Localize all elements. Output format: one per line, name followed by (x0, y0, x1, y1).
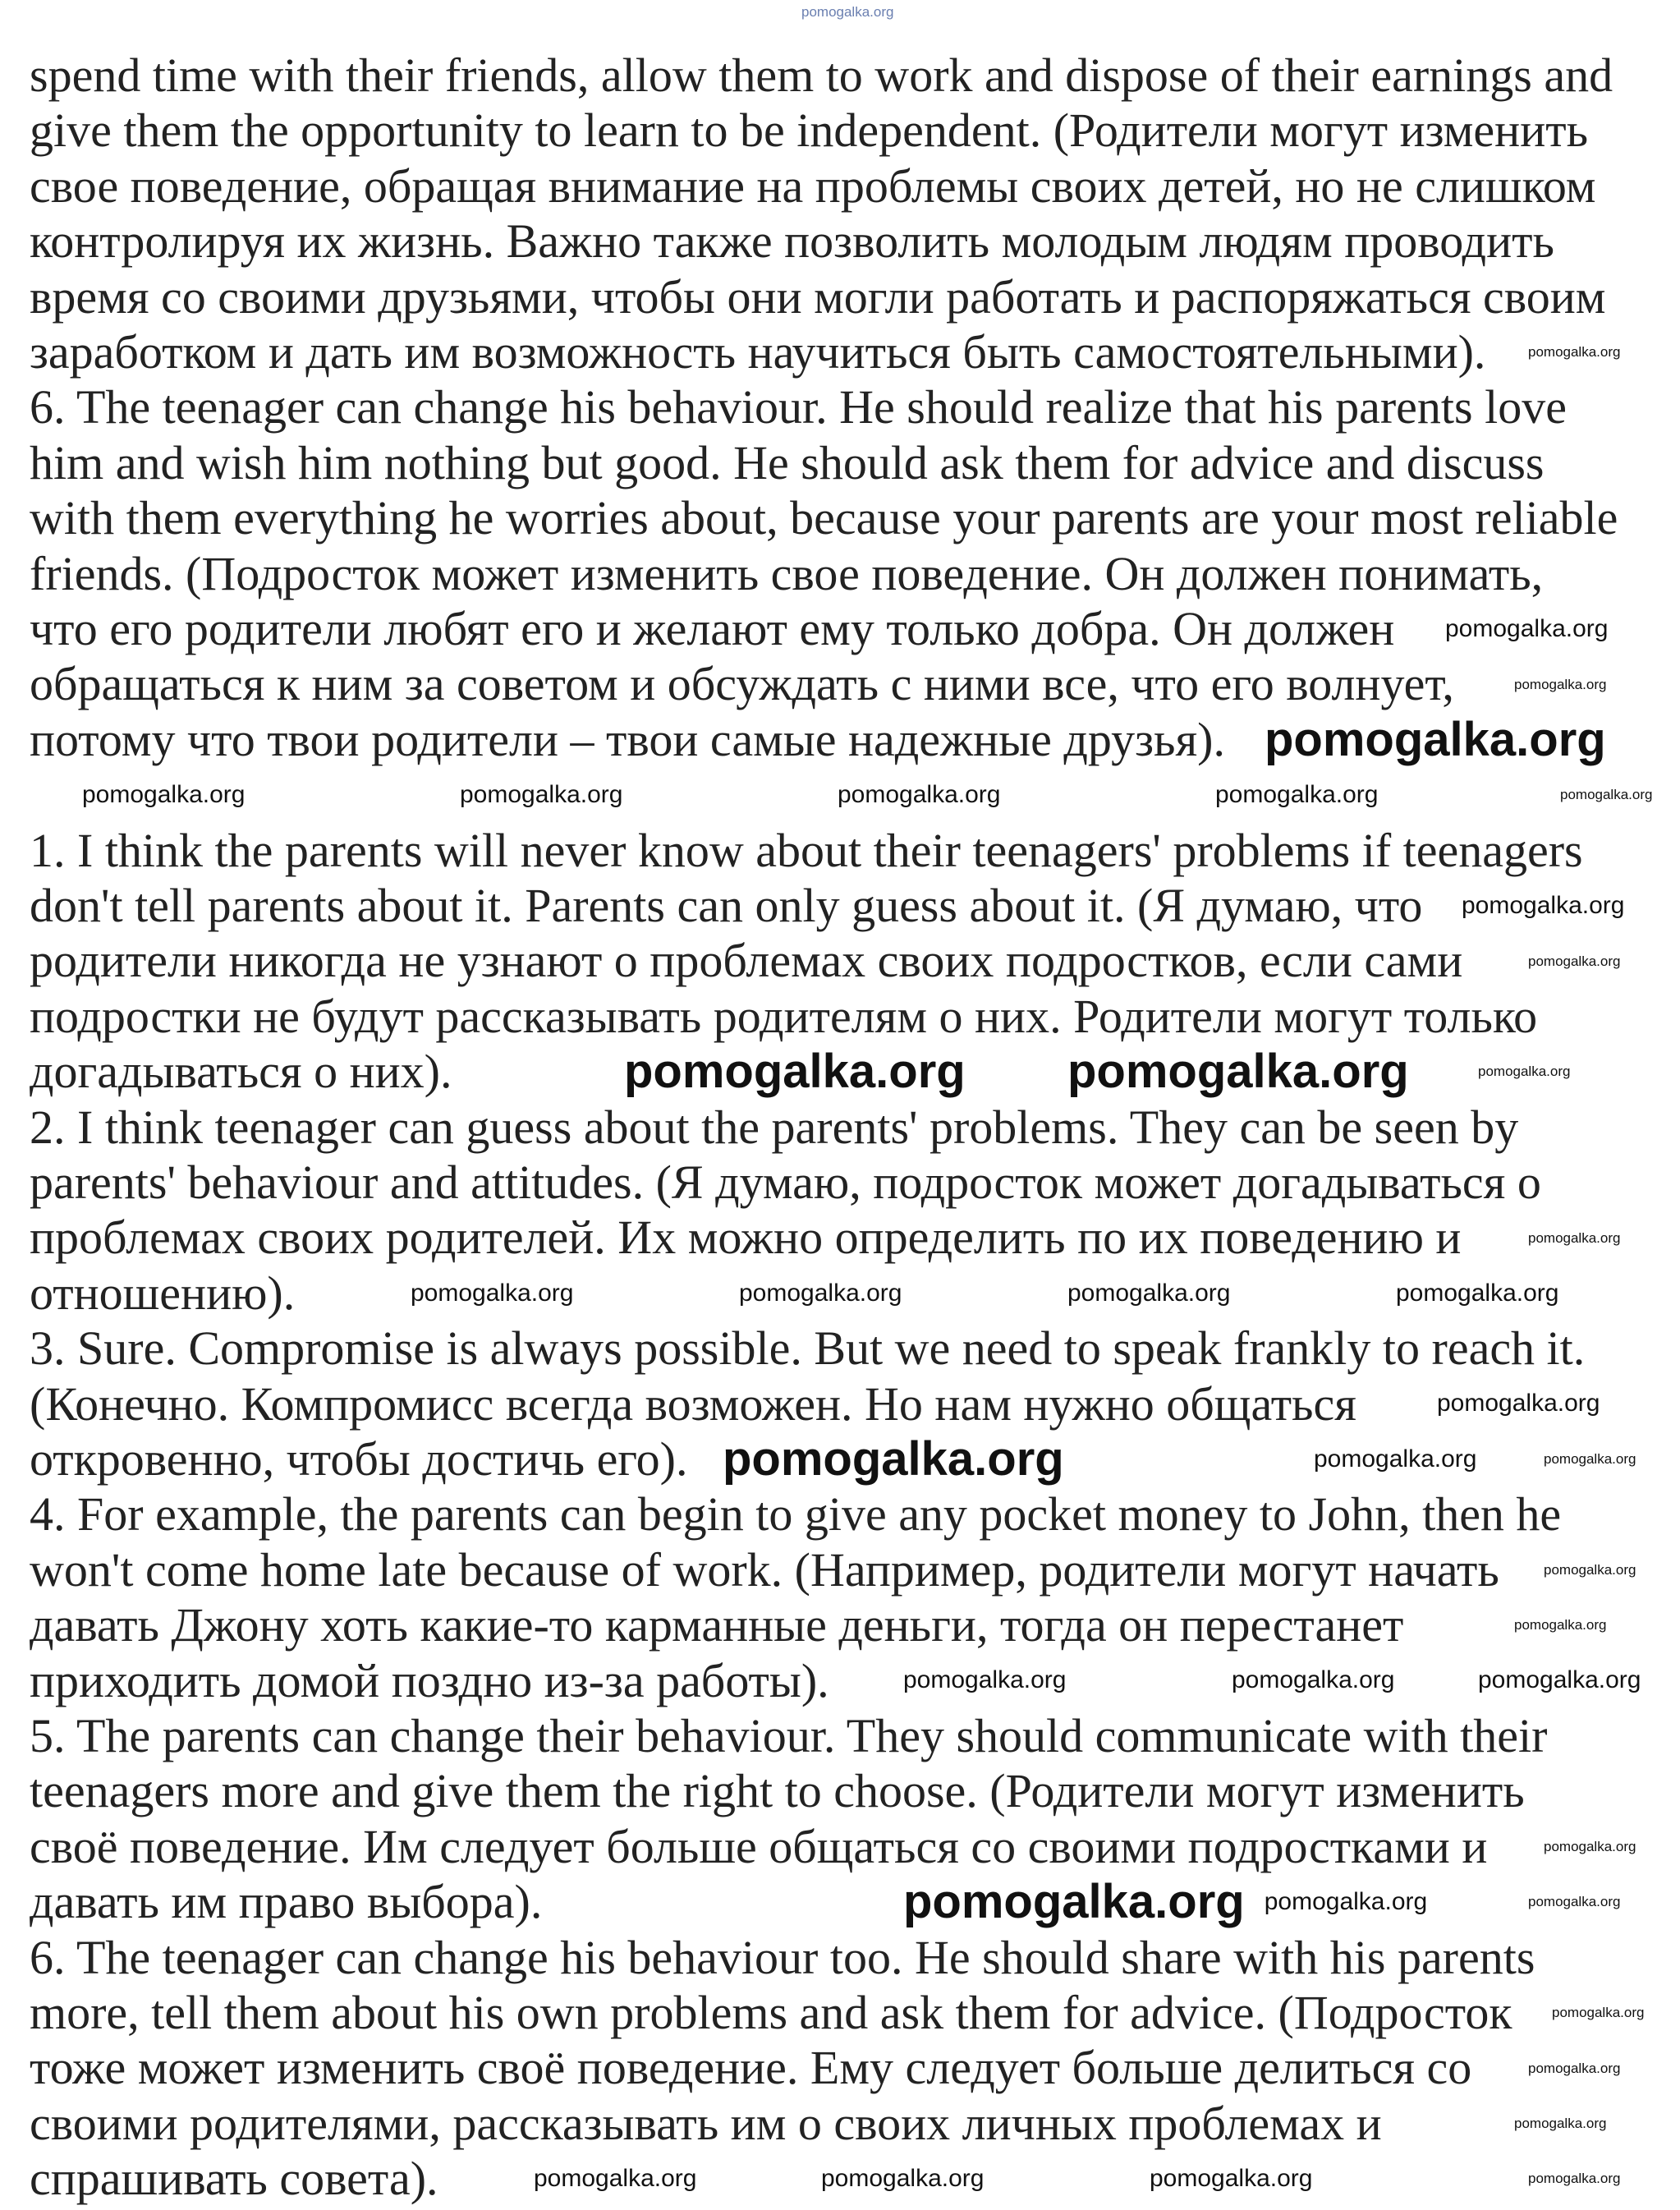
text-line (30, 1874, 542, 1929)
text-line (30, 546, 1543, 601)
watermark: pomogalka.org (1560, 787, 1653, 803)
text-line (30, 379, 1567, 434)
text-line-content: teenagers more and give them the right to choose. (Родители могут изменить (30, 1764, 1525, 1818)
text-line (30, 214, 1554, 269)
text-line-content: (Конечно. Компромисс всегда возможен. Но нам нужно общаться (30, 1376, 1356, 1431)
text-line-content: потому что твои родители – твои самые надежные друзья). (30, 712, 1225, 766)
text-line (30, 656, 1454, 711)
text-line-content: 4. For example, the parents can begin to give any pocket money to John, then he (30, 1487, 1562, 1541)
watermark: pomogalka.org (1314, 1445, 1477, 1473)
watermark: pomogalka.org (1528, 2171, 1621, 2187)
text-line-content: родители никогда не узнают о проблемах своих подростков, если сами (30, 934, 1463, 988)
text-line-content: give them the opportunity to learn to be independent. (Родители могут изменить (30, 103, 1589, 158)
watermark: pomogalka.org (1437, 1390, 1600, 1417)
watermark: pomogalka.org (1264, 1887, 1428, 1915)
text-line (30, 2040, 1471, 2095)
text-line-content: приходить домой поздно из-за работы). (30, 1653, 829, 1707)
text-line (30, 490, 1618, 545)
text-line-content: своими родителями, рассказывать им о своих личных проблемах и (30, 2096, 1382, 2150)
text-line (30, 1266, 295, 1321)
watermark: pomogalka.org (1528, 1894, 1621, 1910)
text-line-content: parents' behaviour and attitudes. (Я думаю, подросток может догадываться о (30, 1156, 1541, 1209)
watermark: pomogalka.org (1067, 1044, 1409, 1098)
watermark: pomogalka.org (1445, 614, 1609, 642)
text-line (30, 2096, 1382, 2151)
watermark: pomogalka.org (1232, 1666, 1395, 1694)
watermark: pomogalka.org (1462, 891, 1625, 919)
text-line (30, 1708, 1547, 1763)
watermark: pomogalka.org (1544, 1562, 1636, 1578)
text-line-content: проблемах своих родителей. Их можно определить по их поведению и (30, 1211, 1462, 1265)
text-line (30, 103, 1588, 158)
text-line (30, 2151, 438, 2206)
watermark: pomogalka.org (903, 1874, 1245, 1928)
text-line (30, 1376, 1356, 1431)
text-line (30, 1486, 1561, 1541)
watermark: pomogalka.org (82, 780, 246, 808)
text-line-content: догадываться о них). (30, 1045, 452, 1099)
text-line (30, 1930, 1535, 1985)
text-line-content: откровенно, чтобы достичь его). (30, 1432, 688, 1486)
text-line-content: him and wish him nothing but good. He should ask them for advice and discuss (30, 435, 1545, 489)
text-line-content: контролируя их жизнь. Важно также позволить молодым людям проводить (30, 214, 1554, 269)
text-line-content: что его родители любят его и желают ему только добра. Он должен (30, 602, 1395, 655)
watermark: pomogalka.org (1528, 344, 1621, 361)
watermark: pomogalka.org (534, 2164, 697, 2192)
text-line (30, 1431, 687, 1486)
watermark: pomogalka.org (1514, 2116, 1607, 2131)
text-line-content: спрашивать совета). (30, 2152, 438, 2206)
text-line-content: 2. I think teenager can guess about the parents' problems. They can be seen by (30, 1100, 1519, 1154)
text-line (30, 989, 1537, 1044)
text-line-content: подростки не будут рассказывать родителям о них. Родители могут только (30, 989, 1538, 1043)
watermark: pomogalka.org (801, 4, 894, 20)
watermark: pomogalka.org (1528, 1229, 1621, 1246)
text-line (30, 1044, 452, 1099)
watermark: pomogalka.org (821, 2164, 985, 2192)
watermark: pomogalka.org (1552, 2005, 1645, 2021)
text-line-content: won't come home late because of work. (Например, родители могут начать (30, 1542, 1499, 1597)
text-line (30, 601, 1394, 656)
text-line (30, 324, 1485, 379)
text-line (30, 48, 1613, 103)
watermark: pomogalka.org (1478, 1064, 1571, 1080)
text-line (30, 159, 1595, 214)
text-line (30, 878, 1422, 933)
watermark: pomogalka.org (411, 1279, 574, 1307)
text-line (30, 1100, 1518, 1155)
watermark: pomogalka.org (1544, 1451, 1636, 1468)
text-line-content: don't tell parents about it. Parents can only guess about it. (Я думаю, что (30, 879, 1423, 932)
text-line (30, 1321, 1585, 1376)
watermark: pomogalka.org (1528, 953, 1621, 969)
text-line (30, 435, 1545, 490)
text-line-content: обращаться к ним за советом и обсуждать с ними все, что его волнует, (30, 657, 1454, 711)
text-line (30, 712, 1225, 767)
text-line-content: 6. The teenager can change his behaviour too. He should share with his parents (30, 1930, 1535, 1984)
watermark: pomogalka.org (1265, 712, 1606, 766)
watermark: pomogalka.org (739, 1279, 902, 1307)
text-line (30, 1542, 1499, 1597)
text-line-content: with them everything he worries about, because your parents are your most reliable (30, 491, 1618, 545)
watermark: pomogalka.org (838, 780, 1001, 808)
text-line (30, 823, 1583, 878)
watermark: pomogalka.org (1514, 1617, 1607, 1633)
text-line-content: 5. The parents can change their behaviour. They should communicate with their (30, 1709, 1548, 1762)
text-line-content: 1. I think the parents will never know about their teenagers' problems if teenagers (30, 823, 1583, 877)
watermark: pomogalka.org (1514, 676, 1607, 692)
watermark: pomogalka.org (1544, 1839, 1636, 1854)
text-line (30, 1985, 1512, 2040)
text-line (30, 1155, 1541, 1210)
watermark: pomogalka.org (624, 1044, 966, 1098)
text-line-content: свое поведение, обращая внимание на проблемы своих детей, но не слишком (30, 159, 1596, 213)
watermark: pomogalka.org (903, 1666, 1067, 1694)
watermark: pomogalka.org (1478, 1666, 1641, 1694)
watermark: pomogalka.org (1396, 1279, 1559, 1307)
text-line-content: заработком и дать им возможность научиться быть самостоятельными). (30, 325, 1486, 379)
text-line (30, 1763, 1525, 1818)
watermark: pomogalka.org (1150, 2164, 1313, 2192)
text-line (30, 1653, 829, 1708)
text-line-content: 3. Sure. Compromise is always possible. But we need to speak frankly to reach it. (30, 1321, 1586, 1376)
text-line (30, 1210, 1461, 1265)
text-line (30, 1597, 1403, 1652)
text-line-content: friends. (Подросток может изменить свое поведение. Он должен понимать, (30, 546, 1544, 600)
text-line-content: отношению). (30, 1266, 296, 1320)
watermark: pomogalka.org (1067, 1279, 1231, 1307)
text-line-content: давать Джону хоть какие-то карманные деньги, тогда он перестанет (30, 1598, 1404, 1652)
watermark: pomogalka.org (1528, 2060, 1621, 2076)
watermark: pomogalka.org (1215, 780, 1379, 808)
text-line-content: время со своими друзьями, чтобы они могли работать и распоряжаться своим (30, 269, 1606, 324)
text-line-content: more, tell them about his own problems and ask them for advice. (Подросток (30, 1986, 1512, 2039)
text-line (30, 269, 1605, 324)
text-line-content: spend time with their friends, allow them to work and dispose of their earnings and (30, 48, 1613, 102)
text-line-content: давать им право выбора). (30, 1875, 543, 1929)
text-line-content: 6. The teenager can change his behaviour. He should realize that his parents love (30, 380, 1567, 434)
text-line-content: тоже может изменить своё поведение. Ему следует больше делиться со (30, 2041, 1472, 2095)
watermark: pomogalka.org (460, 780, 623, 808)
text-line-content: своё поведение. Им следует больше общаться со своими подростками и (30, 1819, 1488, 1873)
text-line (30, 1819, 1487, 1874)
text-line (30, 933, 1462, 988)
watermark: pomogalka.org (723, 1431, 1064, 1486)
